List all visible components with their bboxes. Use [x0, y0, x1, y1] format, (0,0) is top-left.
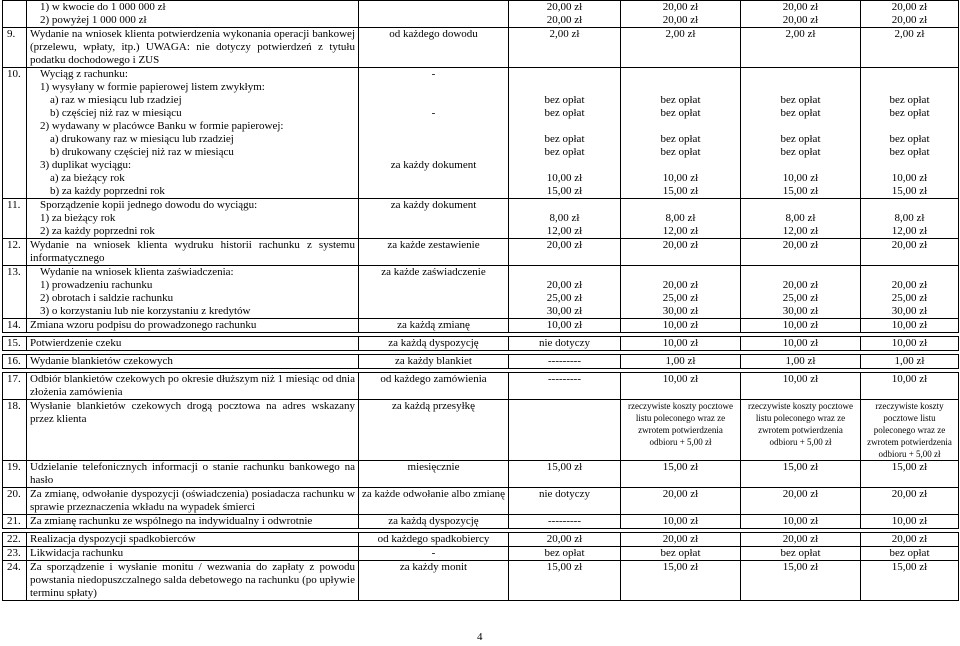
- row-desc-line: 1) prowadzeniu rachunku: [40, 279, 153, 291]
- row-desc: Wydanie blankietów czekowych: [27, 355, 359, 369]
- fee-value: 2,00 zł: [741, 28, 861, 68]
- fee-value: 25,00 zł: [662, 292, 699, 304]
- fee-value: 15,00 zł: [782, 185, 819, 197]
- row-desc-line: 1) wysyłany w formie papierowej listem zwykłym:: [40, 81, 265, 93]
- fee-value: ---------: [509, 373, 621, 400]
- fee-value: [744, 68, 857, 81]
- fee-value: [864, 199, 955, 212]
- fee-value: 15,00 zł: [891, 185, 928, 197]
- row-desc-line: Sporządzenie kopii jednego dowodu do wyciągu:: [40, 199, 258, 211]
- row-unit: za każde zaświadczenie: [359, 266, 509, 319]
- fee-value: [744, 81, 857, 94]
- row-desc-line: b) za każdy poprzedni rok: [50, 185, 165, 197]
- table-row: [3, 68, 959, 199]
- row-desc-line: Wydanie na wniosek klienta zaświadczenia:: [40, 266, 234, 278]
- fee-value: [864, 120, 955, 133]
- fee-value: 30,00 zł: [891, 305, 928, 317]
- row-unit: -: [359, 547, 509, 561]
- fee-value: bez opłat: [780, 146, 821, 158]
- row-unit: za każdą dyspozycję: [359, 337, 509, 351]
- row-number: 12.: [3, 239, 27, 266]
- fee-value: 20,00 zł: [741, 488, 861, 515]
- table-row: [3, 547, 959, 561]
- row-desc-line: 3) duplikat wyciągu:: [40, 159, 132, 171]
- fee-value: bez opłat: [544, 146, 585, 158]
- row-number: 21.: [3, 515, 27, 529]
- fee-value: 20,00 zł: [891, 1, 928, 13]
- row-number: 24.: [3, 561, 27, 601]
- row-desc-line: a) raz w miesiącu lub rzadziej: [50, 94, 182, 106]
- fee-value: 25,00 zł: [891, 292, 928, 304]
- fee-column: [861, 199, 959, 239]
- fee-value: [512, 266, 617, 279]
- fee-value: [509, 400, 621, 461]
- fee-value: 20,00 zł: [662, 1, 699, 13]
- row-number: 19.: [3, 461, 27, 488]
- fee-value: 30,00 zł: [662, 305, 699, 317]
- fee-value: ---------: [509, 515, 621, 529]
- row-desc-line: a) za bieżący rok: [50, 172, 125, 184]
- fee-value: bez opłat: [544, 94, 585, 106]
- table-row: [3, 266, 959, 319]
- fee-value: 10,00 zł: [741, 515, 861, 529]
- fee-value: 20,00 zł: [621, 239, 741, 266]
- fee-value: 20,00 zł: [509, 533, 621, 547]
- fee-value: rzeczywiste koszty pocztowe listu poleconego wraz ze zwrotem potwierdzenia odbioru + 5,00 zł: [867, 401, 952, 459]
- fee-value: 20,00 zł: [662, 279, 699, 291]
- table-row: [3, 28, 959, 68]
- fee-value: 10,00 zł: [861, 337, 959, 351]
- fee-value: nie dotyczy: [509, 488, 621, 515]
- fee-value: 12,00 zł: [546, 225, 583, 237]
- fee-column: [621, 199, 741, 239]
- table-row: [3, 515, 959, 529]
- fee-value: 15,00 zł: [662, 185, 699, 197]
- fee-value: 30,00 zł: [782, 305, 819, 317]
- fee-value: 15,00 zł: [509, 561, 621, 601]
- table-row: [3, 199, 959, 239]
- fee-column: [621, 266, 741, 319]
- row-unit: za każdą dyspozycję: [359, 515, 509, 529]
- fee-value: 15,00 zł: [509, 461, 621, 488]
- fee-value: 25,00 zł: [546, 292, 583, 304]
- fee-value: bez opłat: [889, 146, 930, 158]
- fee-value: [744, 120, 857, 133]
- row-unit: za każdą przesyłkę: [359, 400, 509, 461]
- fee-value: [864, 159, 955, 172]
- fee-value: rzeczywiste koszty pocztowe listu poleconego wraz ze zwrotem potwierdzenia odbioru + 5,00 zł: [628, 401, 733, 447]
- row-unit: za każde zestawienie: [359, 239, 509, 266]
- table-row: [3, 461, 959, 488]
- fee-value: 20,00 zł: [861, 239, 959, 266]
- fee-value: 20,00 zł: [891, 14, 928, 26]
- fee-value: bez opłat: [780, 94, 821, 106]
- fee-value: 10,00 zł: [546, 172, 583, 184]
- fee-value: 15,00 zł: [621, 461, 741, 488]
- fee-value: 10,00 zł: [861, 515, 959, 529]
- fee-value: 20,00 zł: [782, 279, 819, 291]
- row-desc-line: 2) wydawany w placówce Banku w formie papierowej:: [40, 120, 284, 132]
- fee-value: 15,00 zł: [546, 185, 583, 197]
- table-row: [3, 561, 959, 601]
- fee-value: 20,00 zł: [546, 14, 583, 26]
- row-desc-line: a) drukowany raz w miesiącu lub rzadziej: [50, 133, 234, 145]
- fee-value: bez opłat: [660, 133, 701, 145]
- row-number: 17.: [3, 373, 27, 400]
- fee-value: bez opłat: [889, 133, 930, 145]
- fee-value: 20,00 zł: [546, 1, 583, 13]
- fee-value: [624, 199, 737, 212]
- row-unit: miesięcznie: [359, 461, 509, 488]
- fee-value: [624, 266, 737, 279]
- table-row: [3, 1, 959, 28]
- row-desc: Wysłanie blankietów czekowych drogą pocztowa na adres wskazany przez klienta: [27, 400, 359, 461]
- row-desc-line: b) częściej niż raz w miesiącu: [50, 107, 182, 119]
- fee-value: [512, 81, 617, 94]
- row-desc: Za sporządzenie i wysłanie monitu / wezwania do zapłaty z powodu powstania niedopuszczalnego salda debetowego na rachunku (po upływie terminu spłaty): [27, 561, 359, 601]
- row-number: 18.: [3, 400, 27, 461]
- fee-value: bez opłat: [660, 146, 701, 158]
- fee-value: 15,00 zł: [741, 561, 861, 601]
- row-desc-line: Wyciąg z rachunku:: [40, 68, 128, 80]
- fee-value: 20,00 zł: [509, 239, 621, 266]
- fee-value: bez opłat: [544, 107, 585, 119]
- fee-value: 20,00 zł: [546, 279, 583, 291]
- row-number: 9.: [3, 28, 27, 68]
- row-number: 22.: [3, 533, 27, 547]
- fee-value: 20,00 zł: [741, 239, 861, 266]
- fee-value: 10,00 zł: [621, 373, 741, 400]
- row-unit: od każdego zamówienia: [359, 373, 509, 400]
- fee-value: 20,00 zł: [782, 1, 819, 13]
- row-number: 23.: [3, 547, 27, 561]
- fee-value: ---------: [509, 355, 621, 369]
- fee-value: [744, 199, 857, 212]
- fee-value: 20,00 zł: [891, 279, 928, 291]
- fee-value: bez opłat: [889, 107, 930, 119]
- table-row: [3, 488, 959, 515]
- row-desc-line: 1) w kwocie do 1 000 000 zł: [40, 1, 166, 13]
- fee-value: 20,00 zł: [861, 533, 959, 547]
- fee-value: 8,00 zł: [549, 212, 580, 224]
- row-number: 16.: [3, 355, 27, 369]
- row-unit: za każdą zmianę: [359, 319, 509, 333]
- row-unit: za każde odwołanie albo zmianę: [359, 488, 509, 515]
- table-row: [3, 355, 959, 369]
- row-desc: Udzielanie telefonicznych informacji o stanie rachunku bankowego na hasło: [27, 461, 359, 488]
- fee-column: [509, 199, 621, 239]
- fee-value: [624, 120, 737, 133]
- row-unit: -: [431, 68, 436, 80]
- fee-value: 2,00 zł: [509, 28, 621, 68]
- row-desc-line: 2) za każdy poprzedni rok: [40, 225, 155, 237]
- row-unit: -: [431, 107, 436, 119]
- fee-value: 8,00 zł: [665, 212, 696, 224]
- row-number: 13.: [3, 266, 27, 319]
- row-number: 14.: [3, 319, 27, 333]
- fee-column: [861, 266, 959, 319]
- fee-value: 25,00 zł: [782, 292, 819, 304]
- fee-column: [741, 68, 861, 199]
- table-row: [3, 239, 959, 266]
- row-desc: Likwidacja rachunku: [27, 547, 359, 561]
- fee-value: 20,00 zł: [621, 533, 741, 547]
- fee-column: [621, 68, 741, 199]
- row-desc: Zmiana wzoru podpisu do prowadzonego rachunku: [27, 319, 359, 333]
- fee-column: [741, 199, 861, 239]
- row-unit: za każdy monit: [359, 561, 509, 601]
- fee-value: 15,00 zł: [861, 561, 959, 601]
- fee-value: 15,00 zł: [741, 461, 861, 488]
- fee-value: [512, 120, 617, 133]
- fee-value: 1,00 zł: [861, 355, 959, 369]
- fee-value: nie dotyczy: [509, 337, 621, 351]
- fee-value: 1,00 zł: [741, 355, 861, 369]
- fee-value: 12,00 zł: [782, 225, 819, 237]
- row-desc: Wydanie na wniosek klienta potwierdzenia wykonania operacji bankowej (przelewu, wpłaty, itp.) UWAGA: nie dotyczy potwierdzeń z tytułu podatku dochodowego i ZUS: [27, 28, 359, 68]
- table-row: [3, 533, 959, 547]
- fee-value: 10,00 zł: [509, 319, 621, 333]
- fee-value: 10,00 zł: [621, 515, 741, 529]
- fee-value: 15,00 zł: [861, 461, 959, 488]
- fee-value: 20,00 zł: [861, 488, 959, 515]
- row-desc: Za zmianę, odwołanie dyspozycji (oświadczenia) posiadacza rachunku w sprawie przeznaczenia wkładu na wypadek śmierci: [27, 488, 359, 515]
- fee-value: 10,00 zł: [621, 319, 741, 333]
- fee-table: [2, 0, 959, 601]
- fee-value: 15,00 zł: [621, 561, 741, 601]
- row-number: 15.: [3, 337, 27, 351]
- row-desc-line: 3) o korzystaniu lub nie korzystaniu z kredytów: [40, 305, 251, 317]
- fee-value: [624, 68, 737, 81]
- row-number: 10.: [3, 68, 27, 199]
- row-unit: za każdy dokument: [359, 199, 509, 239]
- fee-value: [744, 266, 857, 279]
- fee-value: [864, 266, 955, 279]
- fee-value: 8,00 zł: [894, 212, 925, 224]
- row-desc: Realizacja dyspozycji spadkobierców: [27, 533, 359, 547]
- fee-value: [512, 199, 617, 212]
- row-desc-line: b) drukowany częściej niż raz w miesiącu: [50, 146, 234, 158]
- fee-value: bez opłat: [861, 547, 959, 561]
- fee-value: 12,00 zł: [891, 225, 928, 237]
- row-unit: za każdy dokument: [390, 159, 477, 171]
- fee-column: [509, 68, 621, 199]
- fee-value: 20,00 zł: [741, 533, 861, 547]
- fee-value: bez opłat: [509, 547, 621, 561]
- fee-column: [861, 68, 959, 199]
- fee-value: 20,00 zł: [782, 14, 819, 26]
- fee-value: [624, 81, 737, 94]
- row-number: 11.: [3, 199, 27, 239]
- row-number: 20.: [3, 488, 27, 515]
- fee-value: [512, 68, 617, 81]
- page-number: 4: [477, 631, 483, 643]
- row-desc-line: 2) obrotach i saldzie rachunku: [40, 292, 174, 304]
- fee-value: 12,00 zł: [662, 225, 699, 237]
- table-row: [3, 400, 959, 461]
- fee-value: 10,00 zł: [861, 373, 959, 400]
- table-row: [3, 337, 959, 351]
- fee-value: bez opłat: [741, 547, 861, 561]
- fee-column: [741, 266, 861, 319]
- fee-value: 30,00 zł: [546, 305, 583, 317]
- fee-value: [624, 159, 737, 172]
- table-row: [3, 373, 959, 400]
- fee-value: [512, 159, 617, 172]
- fee-value: 10,00 zł: [741, 319, 861, 333]
- fee-value: 10,00 zł: [741, 373, 861, 400]
- fee-value: bez opłat: [621, 547, 741, 561]
- row-unit: za każdy blankiet: [359, 355, 509, 369]
- fee-value: 10,00 zł: [782, 172, 819, 184]
- fee-value: bez opłat: [660, 94, 701, 106]
- fee-value: 2,00 zł: [621, 28, 741, 68]
- row-desc-line: 1) za bieżący rok: [40, 212, 116, 224]
- fee-value: [744, 159, 857, 172]
- row-unit: od każdego dowodu: [359, 28, 509, 68]
- row-desc: Odbiór blankietów czekowych po okresie dłuższym niż 1 miesiąc od dnia złożenia zamówienia: [27, 373, 359, 400]
- row-unit: od każdego spadkobiercy: [359, 533, 509, 547]
- fee-column: [509, 266, 621, 319]
- fee-value: 10,00 zł: [891, 172, 928, 184]
- fee-value: 10,00 zł: [861, 319, 959, 333]
- fee-value: bez opłat: [660, 107, 701, 119]
- fee-value: bez opłat: [889, 94, 930, 106]
- row-desc-line: 2) powyżej 1 000 000 zł: [40, 14, 147, 26]
- fee-value: bez opłat: [780, 133, 821, 145]
- fee-value: 1,00 zł: [621, 355, 741, 369]
- fee-value: [864, 68, 955, 81]
- fee-value: bez opłat: [780, 107, 821, 119]
- fee-value: [864, 81, 955, 94]
- fee-value: bez opłat: [544, 133, 585, 145]
- row-desc: Za zmianę rachunku ze wspólnego na indywidualny i odwrotnie: [27, 515, 359, 529]
- row-desc: Potwierdzenie czeku: [27, 337, 359, 351]
- fee-value: 20,00 zł: [621, 488, 741, 515]
- row-desc: Wydanie na wniosek klienta wydruku historii rachunku z systemu informatycznego: [27, 239, 359, 266]
- fee-value: 2,00 zł: [861, 28, 959, 68]
- table-row: [3, 319, 959, 333]
- fee-value: 10,00 zł: [662, 172, 699, 184]
- fee-value: rzeczywiste koszty pocztowe listu poleconego wraz ze zwrotem potwierdzenia odbioru + 5,00 zł: [748, 401, 853, 447]
- fee-value: 10,00 zł: [741, 337, 861, 351]
- fee-value: 20,00 zł: [662, 14, 699, 26]
- fee-value: 10,00 zł: [621, 337, 741, 351]
- fee-value: 8,00 zł: [785, 212, 816, 224]
